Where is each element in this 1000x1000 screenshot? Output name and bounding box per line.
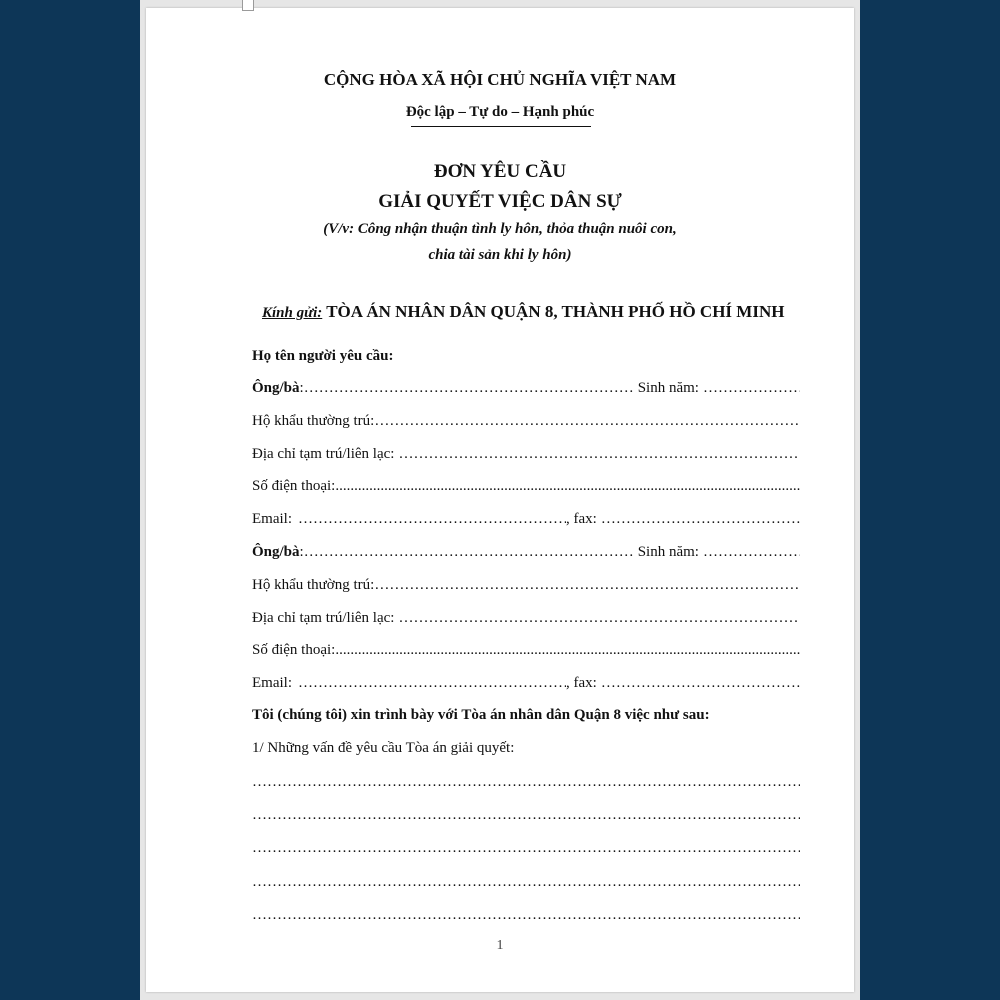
- person1-residence-row: [252, 411, 800, 431]
- answer-line[interactable]: [252, 805, 800, 825]
- person1-email-label: Email:: [252, 511, 292, 527]
- person1-address-field[interactable]: [398, 444, 800, 464]
- person2-name-field[interactable]: [304, 542, 634, 562]
- document-title-line2: GIẢI QUYẾT VIỆC DÂN SỰ: [378, 191, 622, 212]
- answer-line[interactable]: [252, 772, 800, 792]
- person2-name-colon: :: [299, 544, 304, 560]
- document-subtitle-line2: chia tài sản khi ly hôn): [428, 247, 572, 263]
- person2-phone-label: Số điện thoại:: [252, 642, 336, 658]
- person1-phone-field[interactable]: [335, 476, 800, 496]
- person2-address-field[interactable]: [398, 608, 800, 628]
- person2-fax-field[interactable]: [601, 673, 800, 693]
- person1-address-row: [252, 444, 800, 464]
- national-title: CỘNG HÒA XÃ HỘI CHỦ NGHĨA VIỆT NAM: [323, 70, 677, 89]
- person1-address-label: Địa chỉ tạm trú/liên lạc:: [252, 446, 395, 462]
- person2-address-row: [252, 608, 800, 628]
- person2-phone-row: [252, 640, 800, 660]
- person1-name-field[interactable]: [304, 378, 634, 398]
- requester-heading: Họ tên người yêu cầu:: [252, 348, 394, 364]
- person1-email-row: [252, 509, 800, 529]
- page-number: 1: [496, 938, 504, 953]
- person1-email-field[interactable]: [298, 509, 566, 529]
- person2-birth-label: Sinh năm:: [637, 544, 699, 560]
- document-page[interactable]: [146, 8, 854, 992]
- person1-fax-label: , fax:: [566, 511, 597, 527]
- document-title: ĐƠN YÊU CẦU: [433, 161, 567, 182]
- answer-line[interactable]: [252, 838, 800, 858]
- person1-phone-row: [252, 476, 800, 496]
- person1-birth-label: Sinh năm:: [637, 380, 699, 396]
- person1-fax-field[interactable]: [601, 509, 800, 529]
- person2-email-row: [252, 673, 800, 693]
- person1-name-colon: :: [299, 380, 304, 396]
- national-motto: Độc lập – Tự do – Hạnh phúc: [405, 104, 595, 120]
- person1-name-row: [252, 378, 800, 398]
- person1-residence-field[interactable]: [374, 411, 800, 431]
- person1-name-label: Ông/bà: [252, 380, 300, 396]
- person2-name-row: [252, 542, 800, 562]
- person1-birth-field[interactable]: [703, 378, 800, 398]
- person1-phone-label: Số điện thoại:: [252, 478, 336, 494]
- document-subtitle: (V/v: Công nhận thuận tình ly hôn, thỏa thuận nuôi con,: [323, 221, 677, 237]
- person1-residence-label: Hộ khẩu thường trú:: [252, 413, 375, 429]
- document-viewer[interactable]: [140, 0, 860, 1000]
- person2-email-field[interactable]: [298, 673, 566, 693]
- person2-birth-field[interactable]: [703, 542, 800, 562]
- person2-residence-label: Hộ khẩu thường trú:: [252, 577, 375, 593]
- person2-residence-row: [252, 575, 800, 595]
- recipient-name: TÒA ÁN NHÂN DÂN QUẬN 8, THÀNH PHỐ HỒ CHÍ MINH: [326, 302, 785, 321]
- answer-line[interactable]: [252, 872, 800, 892]
- person2-email-label: Email:: [252, 675, 292, 691]
- recipient-line: [262, 302, 784, 322]
- person2-name-label: Ông/bà: [252, 544, 300, 560]
- person2-residence-field[interactable]: [374, 575, 800, 595]
- person2-fax-label: , fax:: [566, 675, 597, 691]
- person2-address-label: Địa chỉ tạm trú/liên lạc:: [252, 610, 395, 626]
- person2-phone-field[interactable]: [335, 640, 800, 660]
- statement-line: Tôi (chúng tôi) xin trình bày với Tòa án nhân dân Quận 8 việc như sau:: [252, 707, 710, 723]
- answer-line[interactable]: [252, 905, 800, 925]
- motto-underline: [411, 126, 591, 127]
- recipient-lead: Kính gửi:: [262, 305, 323, 321]
- section1-heading: 1/ Những vấn đề yêu cầu Tòa án giải quyết:: [252, 740, 515, 756]
- document-content: [146, 8, 854, 992]
